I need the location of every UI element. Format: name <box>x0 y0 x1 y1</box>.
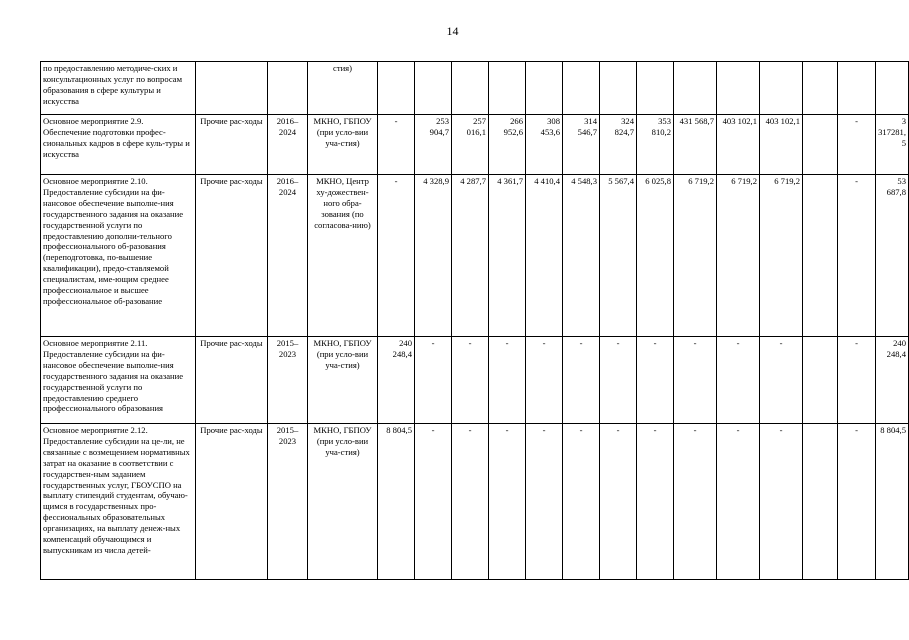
executor-cell: МКНО, ГБПОУ (при усло-вии уча-стия) <box>308 337 378 424</box>
budget-table <box>40 61 909 580</box>
executor-cell: МКНО, Центр ху-дожествен-ного обра-зования (по согласова-нию) <box>308 175 378 337</box>
year-value-cell: - <box>600 337 637 424</box>
year-value-cell <box>803 424 838 580</box>
year-value-cell <box>489 62 526 115</box>
year-value-cell: - <box>563 424 600 580</box>
table-row <box>41 337 909 424</box>
year-value-cell: - <box>674 424 717 580</box>
expense-type-cell: Прочие рас-ходы <box>196 175 268 337</box>
activity-name-cell: Основное мероприятие 2.11. Предоставление субсидии на фи-нансовое обеспечение выполне-ния государственного задания на оказание государственной услуги по предоставлению среднего профессионального образования <box>41 337 196 424</box>
year-value-cell: 6 025,8 <box>637 175 674 337</box>
year-value-cell <box>838 62 876 115</box>
year-value-cell <box>526 62 563 115</box>
year-value-cell: - <box>838 115 876 175</box>
year-value-cell: - <box>489 337 526 424</box>
executor-cell: МКНО, ГБПОУ (при усло-вии уча-стия) <box>308 115 378 175</box>
year-value-cell: - <box>526 337 563 424</box>
year-value-cell: 4 548,3 <box>563 175 600 337</box>
period-cell <box>268 62 308 115</box>
year-value-cell: 403 102,1 <box>717 115 760 175</box>
activity-name-cell: по предоставлению методиче-ских и консультационных услуг по вопросам образования в сфере культуры и искусства <box>41 62 196 115</box>
year-value-cell: 4 287,7 <box>452 175 489 337</box>
year-value-cell <box>415 62 452 115</box>
year-value-cell: 253 904,7 <box>415 115 452 175</box>
year-value-cell: - <box>452 424 489 580</box>
page-number: 14 <box>446 24 459 38</box>
year-value-cell: - <box>838 337 876 424</box>
year-value-cell: 6 719,2 <box>717 175 760 337</box>
period-cell: 2015–2023 <box>268 337 308 424</box>
total-value-cell: 3 317281,5 <box>876 115 909 175</box>
year-value-cell: - <box>717 424 760 580</box>
year-value-cell: - <box>838 424 876 580</box>
year-value-cell <box>760 62 803 115</box>
year-value-cell: 8 804,5 <box>378 424 415 580</box>
year-value-cell: 4 361,7 <box>489 175 526 337</box>
executor-cell: МКНО, ГБПОУ (при усло-вии уча-стия) <box>308 424 378 580</box>
year-value-cell <box>717 62 760 115</box>
table-row <box>41 175 909 337</box>
year-value-cell <box>637 62 674 115</box>
year-value-cell: - <box>563 337 600 424</box>
executor-cell: стия) <box>308 62 378 115</box>
year-value-cell: - <box>838 175 876 337</box>
total-value-cell: 53 687,8 <box>876 175 909 337</box>
year-value-cell: - <box>415 424 452 580</box>
year-value-cell: - <box>637 337 674 424</box>
year-value-cell: 266 952,6 <box>489 115 526 175</box>
year-value-cell: 4 328,9 <box>415 175 452 337</box>
year-value-cell: - <box>717 337 760 424</box>
year-value-cell <box>378 62 415 115</box>
activity-name-cell: Основное мероприятие 2.10. Предоставление субсидии на фи-нансовое обеспечение выполне-ния государственного задания на оказание государственной услуги по предоставлению дополни-тельного профессионального об-разования (переподготовка, по-вышение квалификации), предо-ставляемой специалистам, име-ющим среднее профессиональное и высшее профессиональное об-разование <box>41 175 196 337</box>
year-value-cell <box>563 62 600 115</box>
year-value-cell: - <box>415 337 452 424</box>
year-value-cell: 324 824,7 <box>600 115 637 175</box>
expense-type-cell: Прочие рас-ходы <box>196 424 268 580</box>
table-row <box>41 424 909 580</box>
total-value-cell: 240 248,4 <box>876 337 909 424</box>
year-value-cell: - <box>600 424 637 580</box>
year-value-cell: - <box>378 115 415 175</box>
year-value-cell <box>803 175 838 337</box>
year-value-cell <box>803 337 838 424</box>
total-value-cell: 8 804,5 <box>876 424 909 580</box>
year-value-cell <box>600 62 637 115</box>
year-value-cell: - <box>452 337 489 424</box>
expense-type-cell: Прочие рас-ходы <box>196 337 268 424</box>
year-value-cell: - <box>674 337 717 424</box>
year-value-cell: 308 453,6 <box>526 115 563 175</box>
period-cell: 2015–2023 <box>268 424 308 580</box>
table-row <box>41 115 909 175</box>
year-value-cell: - <box>637 424 674 580</box>
expense-type-cell: Прочие рас-ходы <box>196 115 268 175</box>
year-value-cell: 257 016,1 <box>452 115 489 175</box>
year-value-cell: 240 248,4 <box>378 337 415 424</box>
year-value-cell: 5 567,4 <box>600 175 637 337</box>
year-value-cell: 4 410,4 <box>526 175 563 337</box>
year-value-cell: 6 719,2 <box>760 175 803 337</box>
year-value-cell: - <box>760 337 803 424</box>
year-value-cell: 353 810,2 <box>637 115 674 175</box>
year-value-cell: 6 719,2 <box>674 175 717 337</box>
year-value-cell <box>803 115 838 175</box>
year-value-cell <box>452 62 489 115</box>
year-value-cell: 314 546,7 <box>563 115 600 175</box>
expense-type-cell <box>196 62 268 115</box>
total-value-cell <box>876 62 909 115</box>
year-value-cell: - <box>526 424 563 580</box>
year-value-cell: 403 102,1 <box>760 115 803 175</box>
period-cell: 2016–2024 <box>268 175 308 337</box>
table-row <box>41 62 909 115</box>
activity-name-cell: Основное мероприятие 2.9. Обеспечение подготовки профес-сиональных кадров в сфере куль-туры и искусства <box>41 115 196 175</box>
year-value-cell <box>803 62 838 115</box>
activity-name-cell: Основное мероприятие 2.12. Предоставление субсидии на це-ли, не связанные с возмещением нормативных затрат на оказание в соответствии с государствен-ным заданием государственных услуг, ГБОУСПО на выплату стипендий студентам, обучаю-щимся в государственных про-фессиональных образовательных организациях, на выплату денеж-ных компенсаций обучающимся и выпускникам из числа детей- <box>41 424 196 580</box>
year-value-cell <box>674 62 717 115</box>
year-value-cell: - <box>760 424 803 580</box>
year-value-cell: 431 568,7 <box>674 115 717 175</box>
year-value-cell: - <box>378 175 415 337</box>
year-value-cell: - <box>489 424 526 580</box>
period-cell: 2016–2024 <box>268 115 308 175</box>
